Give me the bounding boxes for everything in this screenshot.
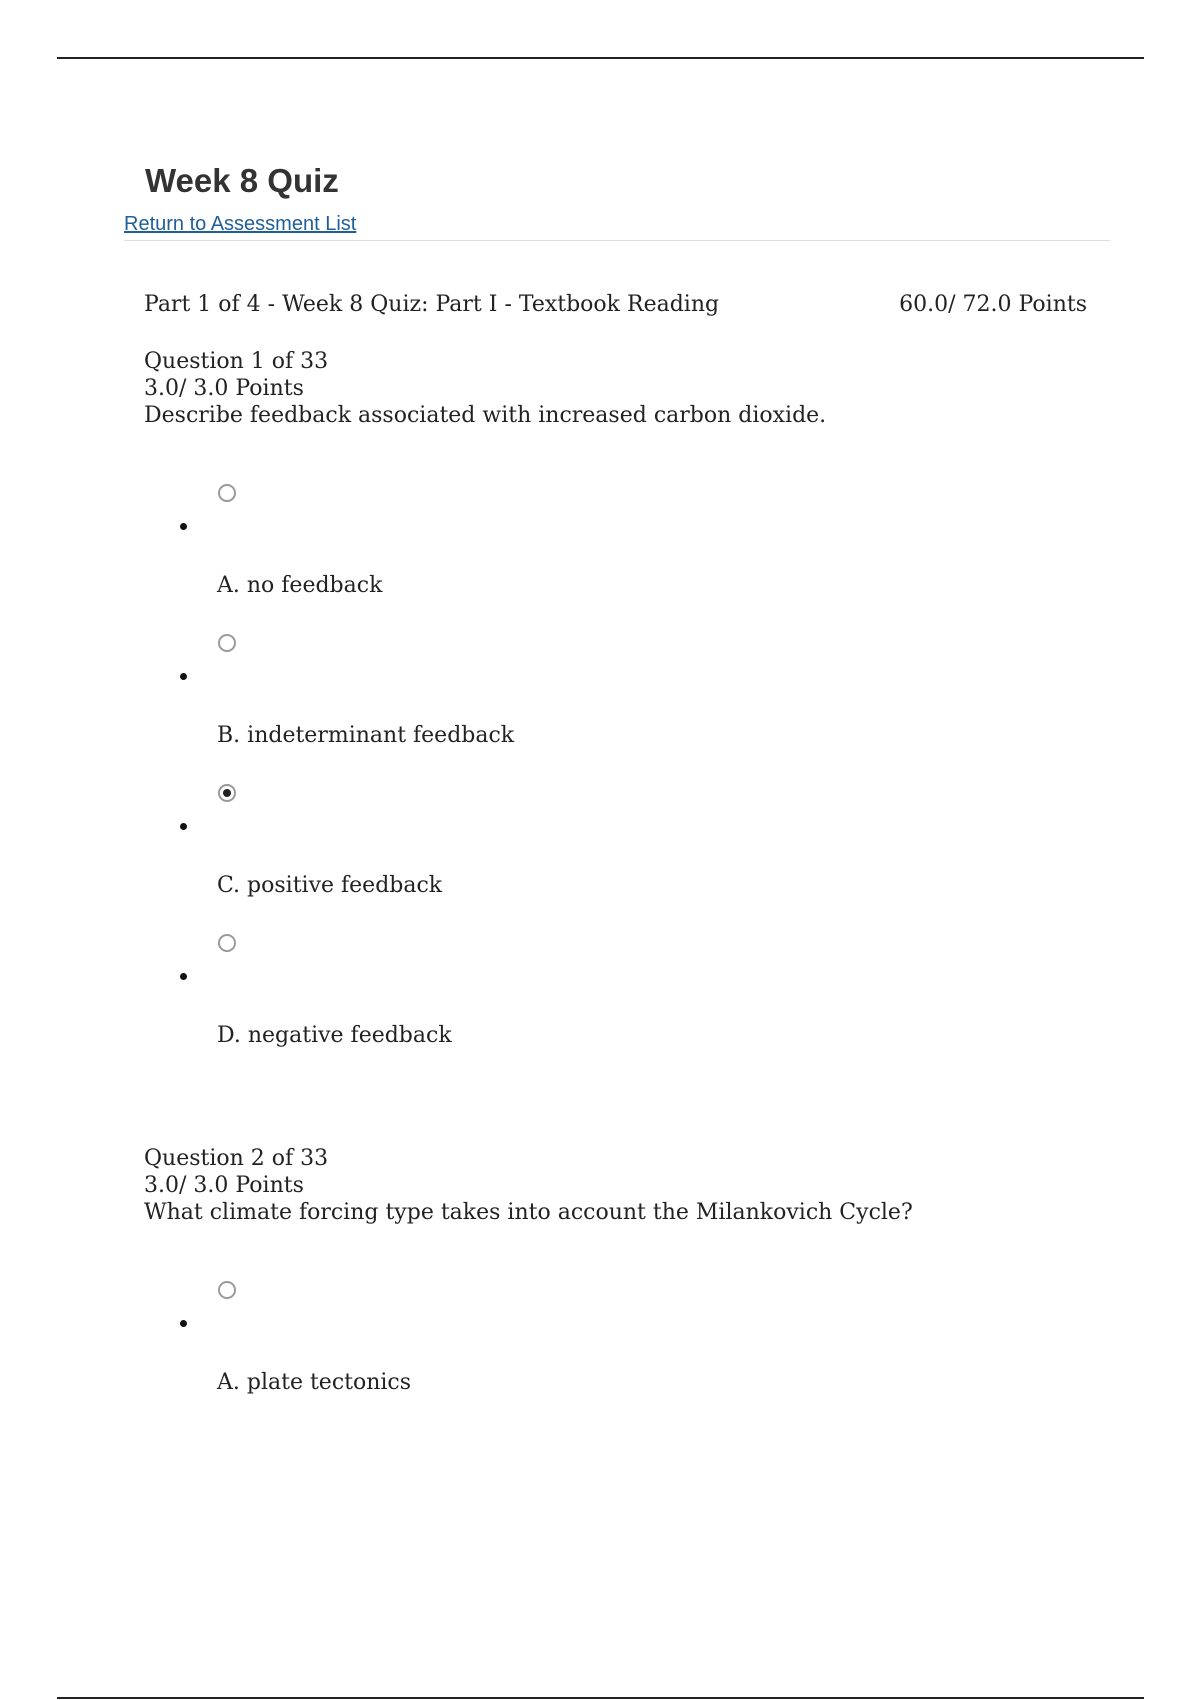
radio-button[interactable] <box>218 634 236 652</box>
question-1 <box>144 348 1104 1048</box>
question-header: Question 2 of 33 <box>144 1146 329 1171</box>
radio-button[interactable] <box>218 1281 236 1299</box>
question-points: 3.0/ 3.0 Points <box>144 1173 304 1198</box>
radio-button[interactable] <box>218 484 236 502</box>
bullet-icon <box>180 673 187 680</box>
bullet-icon <box>180 973 187 980</box>
part-score: 60.0/ 72.0 Points <box>899 292 1087 317</box>
question-header: Question 1 of 33 <box>144 349 329 374</box>
answer-label: A. plate tectonics <box>217 1370 412 1395</box>
bottom-rule <box>57 1697 1144 1699</box>
answer-options <box>144 484 1104 1084</box>
bullet-icon <box>180 823 187 830</box>
answer-label: A. no feedback <box>217 573 383 598</box>
answer-option-d[interactable] <box>144 934 1104 1084</box>
bullet-icon <box>180 1320 187 1327</box>
bullet-icon <box>180 523 187 530</box>
part-title: Part 1 of 4 - Week 8 Quiz: Part I - Textbook Reading <box>144 292 720 317</box>
answer-label: B. indeterminant feedback <box>217 723 515 748</box>
answer-label: D. negative feedback <box>217 1023 452 1048</box>
question-points: 3.0/ 3.0 Points <box>144 376 304 401</box>
return-to-assessment-list-link[interactable]: Return to Assessment List <box>124 213 357 235</box>
answer-option-c[interactable] <box>144 784 1104 934</box>
question-2 <box>144 1145 1104 1395</box>
page-title: Week 8 Quiz <box>145 162 339 199</box>
header-divider <box>124 240 1110 241</box>
question-prompt: What climate forcing type takes into account the Milankovich Cycle? <box>144 1200 913 1225</box>
radio-button[interactable] <box>218 934 236 952</box>
top-rule <box>57 57 1144 59</box>
answer-options <box>144 1281 1104 1431</box>
radio-button-selected[interactable] <box>218 784 236 802</box>
answer-option-b[interactable] <box>144 634 1104 784</box>
answer-label: C. positive feedback <box>217 873 443 898</box>
answer-option-a[interactable] <box>144 484 1104 634</box>
question-prompt: Describe feedback associated with increased carbon dioxide. <box>144 403 827 428</box>
answer-option-a[interactable] <box>144 1281 1104 1431</box>
